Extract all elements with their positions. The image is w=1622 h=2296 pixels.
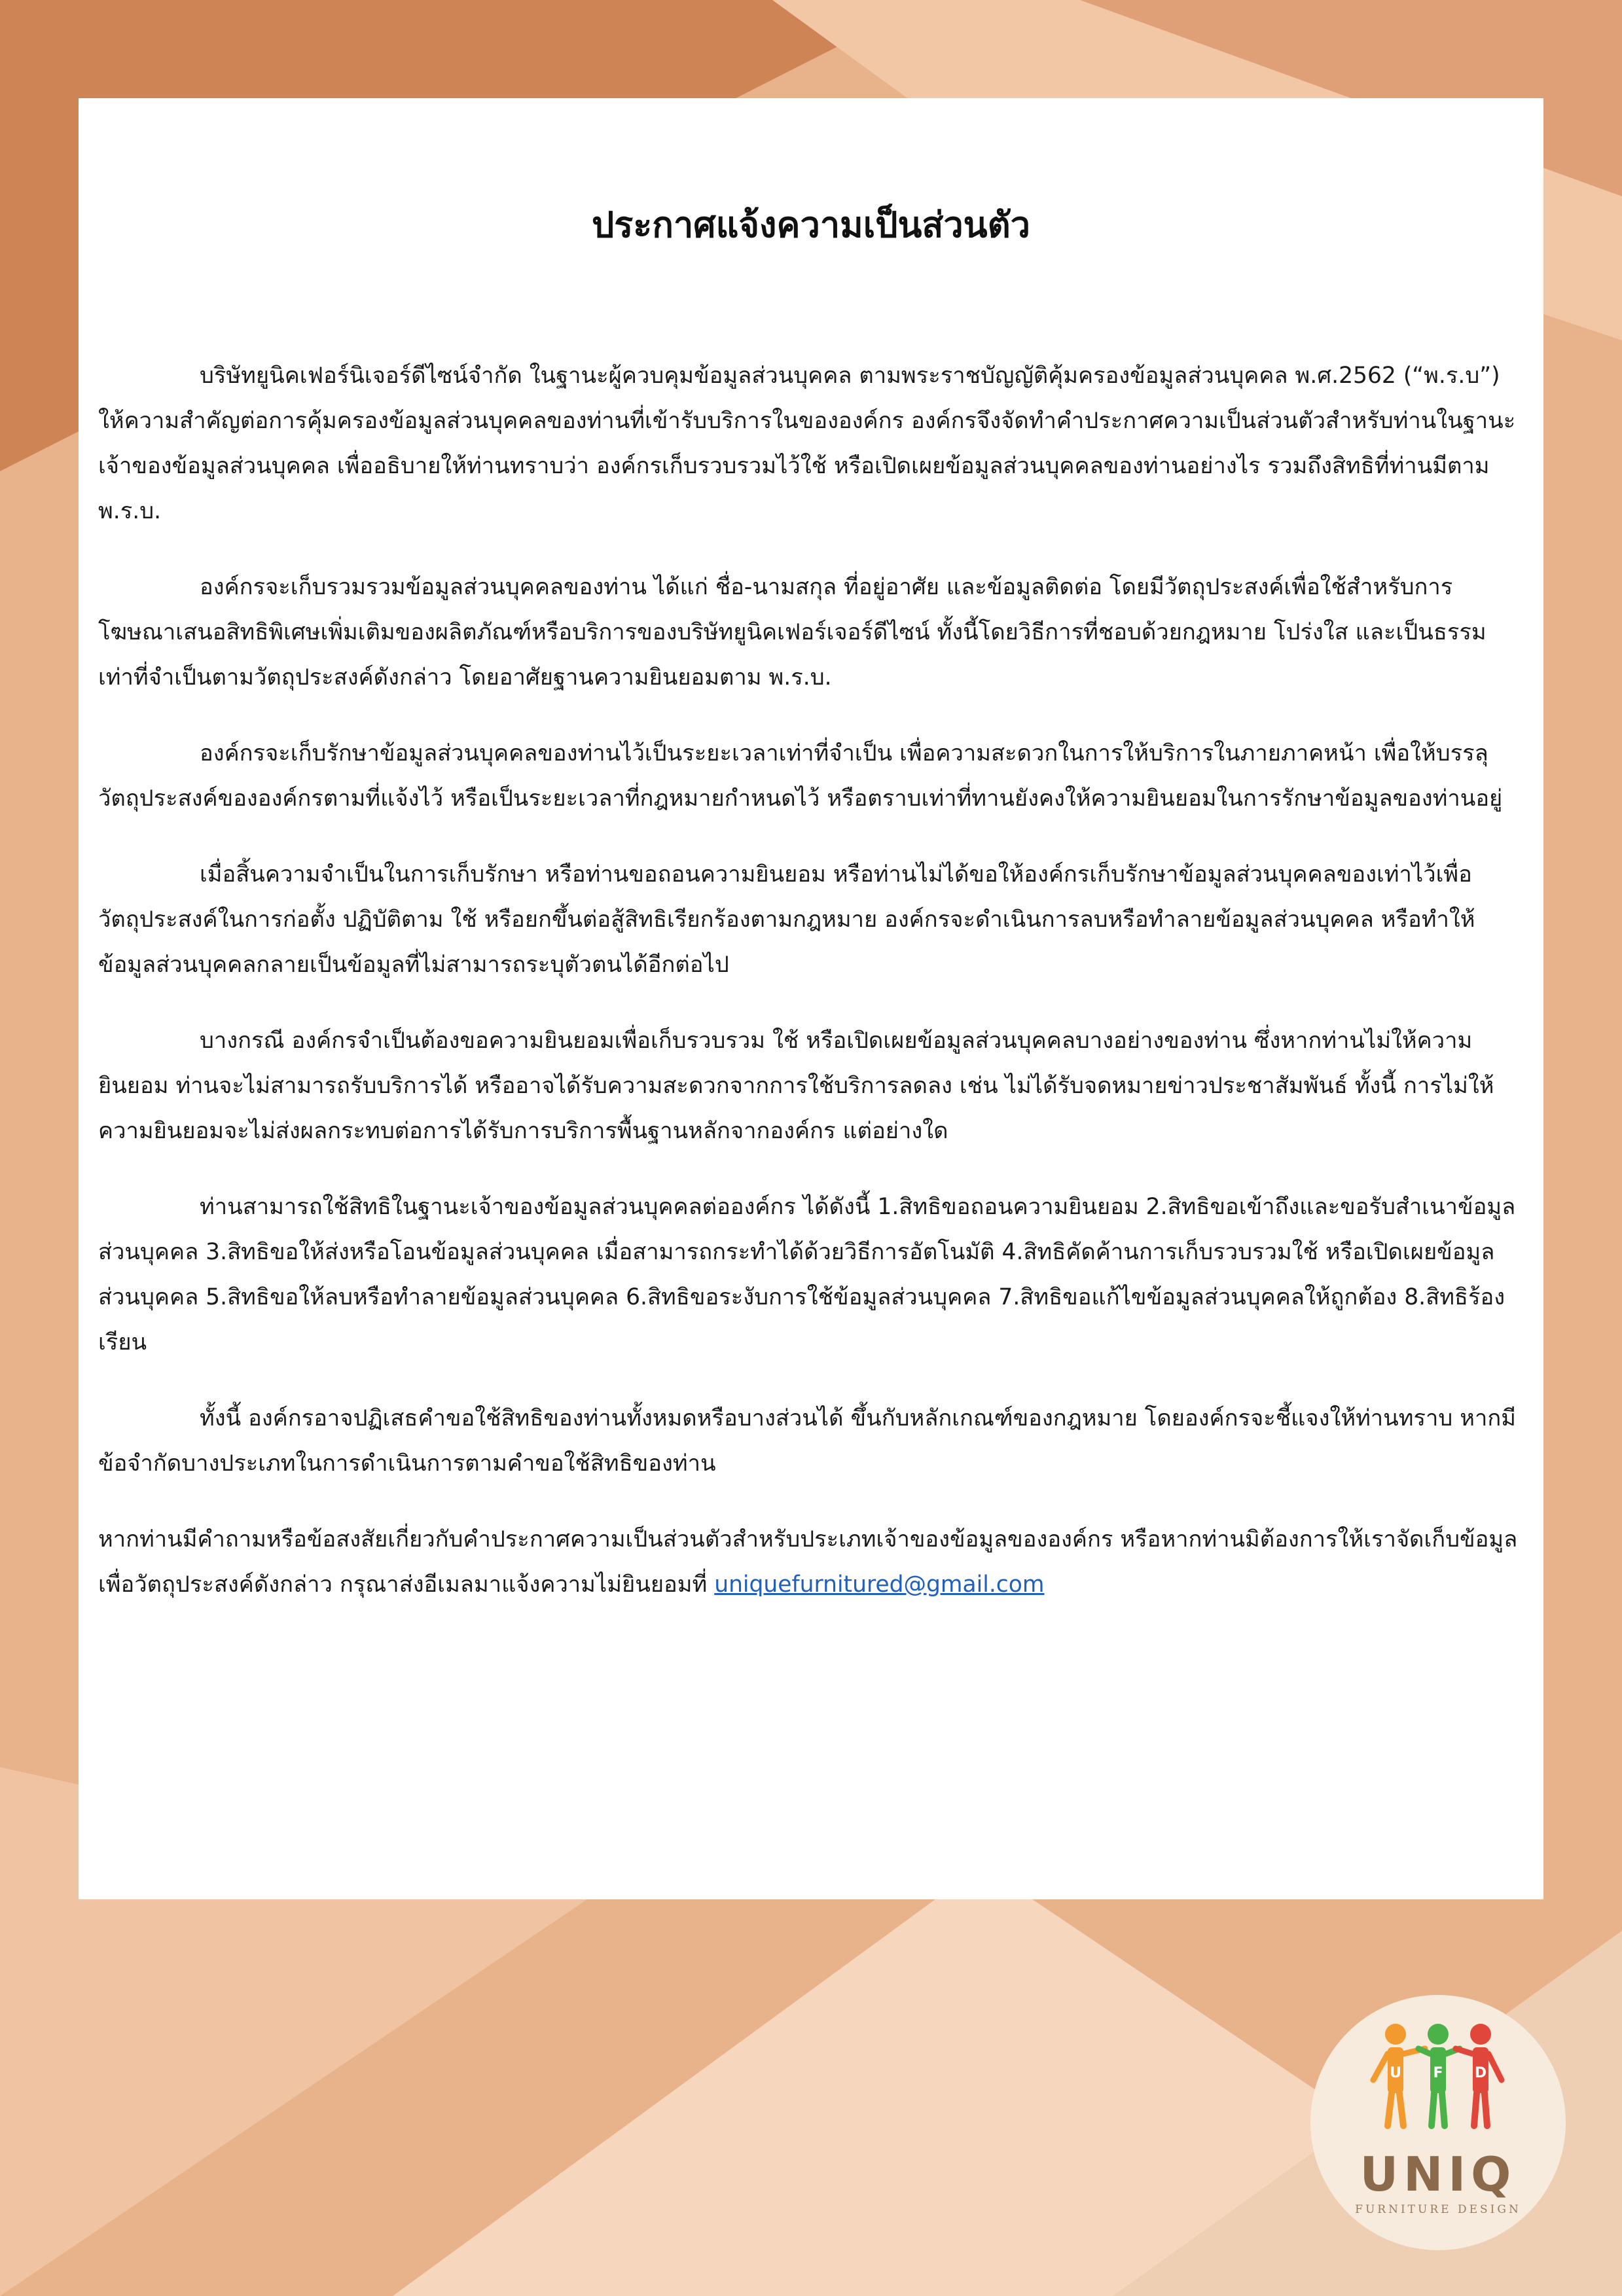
document-body	[98, 353, 1524, 1638]
paragraph-consent: บางกรณี องค์กรจำเป็นต้องขอความยินยอมเพื่อเก็บรวบรวม ใช้ หรือเปิดเผยข้อมูลส่วนบุคคลบางอย่างของท่าน ซึ่งหากท่านไม่ให้ความยินยอม ท่านจะไม่สามารถรับบริการได้ หรืออาจได้รับความสะดวกจากการใช้บริการลดลง เช่น ไม่ได้รับจดหมายข่าวประชาสัมพันธ์ ทั้งนี้ การไม่ให้ความยินยอมจะไม่ส่งผลกระทบต่อการได้รับการบริการพื้นฐานหลักจากองค์กร แต่อย่างใด	[98, 1028, 1494, 1144]
contact-email-link[interactable]: uniquefurnitured@gmail.com	[714, 1571, 1045, 1598]
document-card	[79, 98, 1543, 1899]
paragraph-rights: ท่านสามารถใช้สิทธิในฐานะเจ้าของข้อมูลส่วนบุคคลต่อองค์กร ได้ดังนี้ 1.สิทธิขอถอนความยินยอม 2.สิทธิขอเข้าถึงและขอรับสำเนาข้อมูลส่วนบุคคล 3.สิทธิขอให้ส่งหรือโอนข้อมูลส่วนบุคคล เมื่อสามารถกระทำได้ด้วยวิธีการอัตโนมัติ 4.สิทธิคัดค้านการเก็บรวบรวมใช้ หรือเปิดเผยข้อมูลส่วนบุคคล 5.สิทธิขอให้ลบหรือทำลายข้อมูลส่วนบุคคล 6.สิทธิขอระงับการใช้ข้อมูลส่วนบุคคล 7.สิทธิขอแก้ไขข้อมูลส่วนบุคคลให้ถูกต้อง 8.สิทธิร้องเรียน	[98, 1194, 1516, 1355]
paragraph-controller-intro: บริษัทยูนิคเฟอร์นิเจอร์ดีไซน์จำกัด ในฐานะผู้ควบคุมข้อมูลส่วนบุคคล ตามพระราชบัญญัติคุ้มครองข้อมูลส่วนบุคคล พ.ศ.2562 (“พ.ร.บ”) ให้ความสำคัญต่อการคุ้มครองข้อมูลส่วนบุคคลของท่านที่เข้ารับบริการในขององค์กร องค์กรจึงจัดทำคำประกาศความเป็นส่วนตัวสำหรับท่านในฐานะเจ้าของข้อมูลส่วนบุคคล เพื่ออธิบายให้ท่านทราบว่า องค์กรเก็บรวบรวมไว้ใช้ หรือเปิดเผยข้อมูลส่วนบุคคลของท่านอย่างไร รวมถึงสิทธิที่ท่านมีตาม พ.ร.บ.	[98, 363, 1516, 524]
logo-badge-letter-u: U	[1390, 2065, 1401, 2081]
contact-text: หากท่านมีคำถามหรือข้อสงสัยเกี่ยวกับคำประกาศความเป็นส่วนตัวสำหรับประเภทเจ้าของข้อมูลขององค์กร หรือหากท่านมิต้องการให้เราจัดเก็บข้อมูลเพื่อวัตถุประสงค์ดังกล่าว กรุณาส่งอีเมลมาแจ้งความไม่ยินยอมที่	[98, 1526, 1518, 1598]
paragraph-contact	[98, 1517, 1524, 1607]
paragraph-refusal: ทั้งนี้ องค์กรอาจปฏิเสธคำขอใช้สิทธิของท่านทั้งหมดหรือบางส่วนได้ ขึ้นกับหลักเกณฑ์ของกฎหมาย โดยองค์กรจะชี้แจงให้ท่านทราบ หากมีข้อจำกัดบางประเภทในการดำเนินการตามคำขอใช้สิทธิของท่าน	[98, 1405, 1517, 1477]
document-title: ประกาศแจ้งความเป็นส่วนตัว	[592, 204, 1030, 245]
logo-badge-letter-f: F	[1433, 2065, 1443, 2081]
logo-badge-letter-d: D	[1474, 2065, 1487, 2081]
logo-tagline: FURNITURE DESIGN	[1355, 2203, 1521, 2216]
paragraph-retention: องค์กรจะเก็บรักษาข้อมูลส่วนบุคคลของท่านไว้เป็นระยะเวลาเท่าที่จำเป็น เพื่อความสะดวกในการให้บริการในภายภาคหน้า เพื่อให้บรรลุวัตถุประสงค์ขององค์กรตามที่แจ้งไว้ หรือเป็นระยะเวลาที่กฎหมายกำหนดไว้ หรือตราบเท่าที่ทานยังคงให้ความยินยอมในการรักษาข้อมูลของท่านอยู่	[98, 740, 1503, 812]
paragraph-data-collected: องค์กรจะเก็บรวมรวมข้อมูลส่วนบุคคลของท่าน ได้แก่ ชื่อ-นามสกุล ที่อยู่อาศัย และข้อมูลติดต่อ โดยมีวัตถุประสงค์เพื่อใช้สำหรับการโฆษณาเสนอสิทธิพิเศษเพิ่มเติมของผลิตภัณฑ์หรือบริการของบริษัทยูนิคเฟอร์เจอร์ดีไซน์ ทั้งนี้โดยวิธีการที่ชอบด้วยกฎหมาย โปร่งใส และเป็นธรรม เท่าที่จำเป็นตามวัตถุประสงค์ดังกล่าว โดยอาศัยฐานความยินยอมตาม พ.ร.บ.	[98, 574, 1487, 691]
paragraph-deletion: เมื่อสิ้นความจำเป็นในการเก็บรักษา หรือท่านขอถอนความยินยอม หรือท่านไม่ได้ขอให้องค์กรเก็บรักษาข้อมูลส่วนบุคคลของเท่าไว้เพื่อวัตถุประสงค์ในการก่อตั้ง ปฏิบัติตาม ใช้ หรือยกขึ้นต่อสู้สิทธิเรียกร้องตามกฎหมาย องค์กรจะดำเนินการลบหรือทำลายข้อมูลส่วนบุคคล หรือทำให้ข้อมูลส่วนบุคคลกลายเป็นข้อมูลที่ไม่สามารถระบุตัวตนได้อีกต่อไป	[98, 861, 1475, 978]
logo-name: UNIQ	[1360, 2147, 1517, 2202]
uniq-logo	[1310, 1995, 1566, 2250]
